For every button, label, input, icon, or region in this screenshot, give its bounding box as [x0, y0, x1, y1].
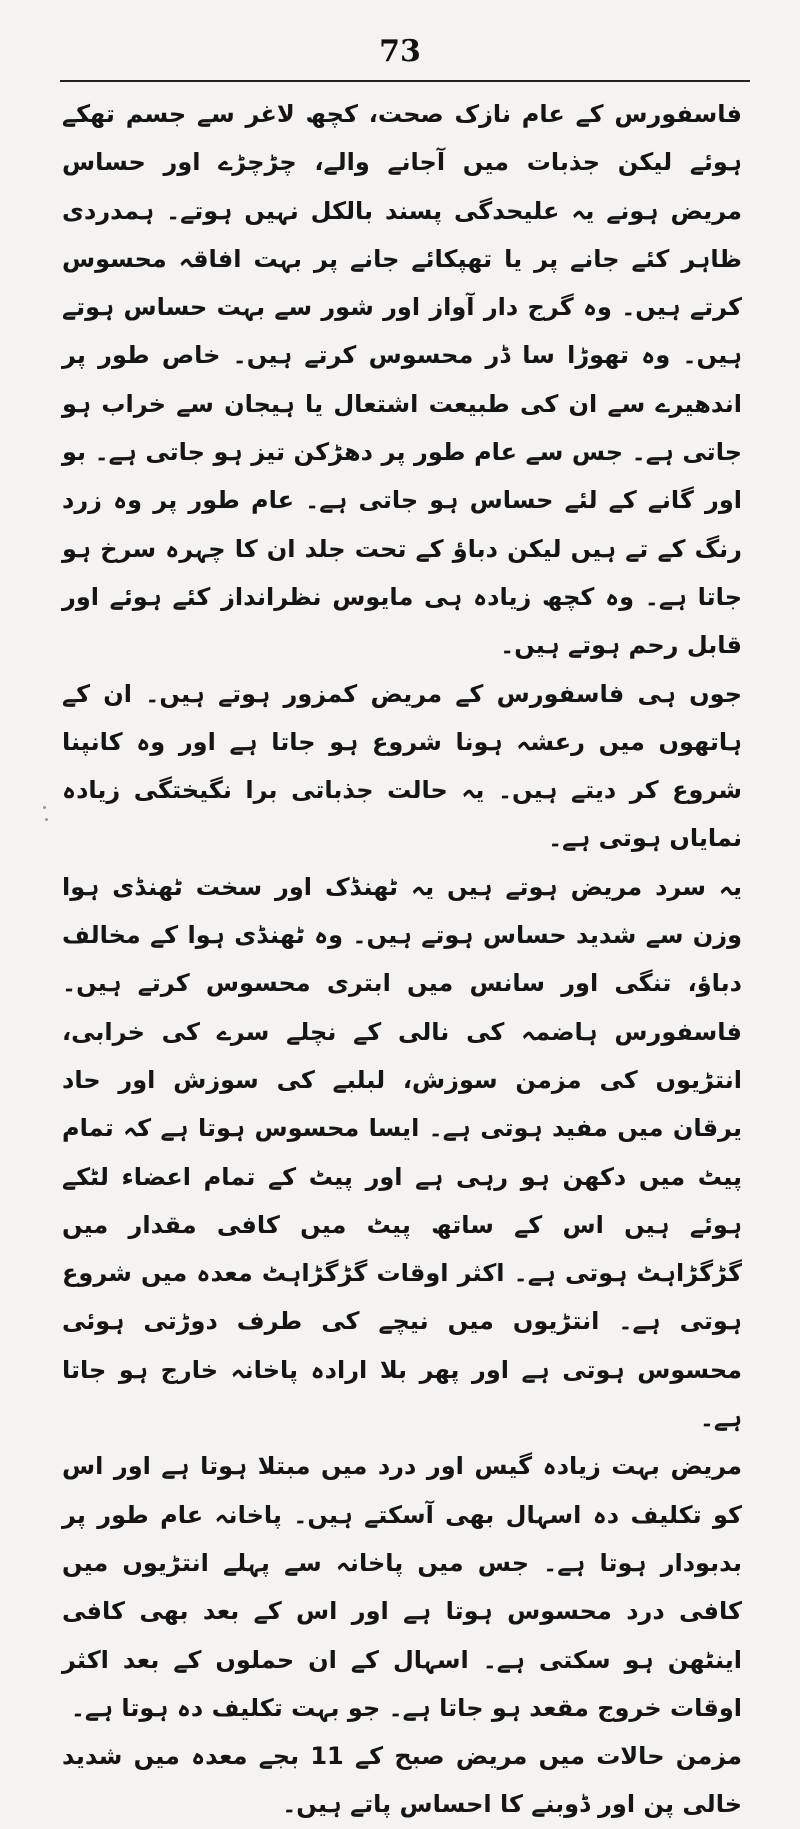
paragraph-chronic-conditions: مزمن حالات میں مریض صبح کے 11 بجے معدہ میں شدید خالی پن اور ڈوبنے کا احساس پاتے ہیں۔: [62, 1742, 742, 1819]
paragraph-weakness-tremor: جوں ہی فاسفورس کے مریض کمزور ہوتے ہیں۔ ان کے ہاتھوں میں رعشہ ہونا شروع ہو جاتا ہے اور وہ کانپنا شروع کر دیتے ہیں۔ یہ حالت جذباتی برا نگیختگی زیادہ نمایاں ہوتی ہے۔: [62, 679, 742, 853]
header-rule: [60, 80, 750, 82]
scan-speck: [43, 806, 46, 809]
paragraph-cold-digestion: یہ سرد مریض ہوتے ہیں یہ ٹھنڈک اور سخت ٹھنڈی ہوا وزن سے شدید حساس ہوتے ہیں۔ وہ ٹھنڈی ہوا کے مخالف دباؤ، تنگی اور سانس میں ابتری محسوس کرتے ہیں۔ فاسفورس ہاضمہ کی نالی کے نچلے سرے کی خرابی، انتڑیوں کی مزمن سوزش، لبلبے کی سوزش اور حاد یرقان میں مفید ہوتی ہے۔ ایسا محسوس ہوتا ہے کہ تمام پیٹ میں دکھن ہو رہی ہے اور پیٹ کے تمام اعضاء لٹکے ہوئے ہیں اس کے ساتھ پیٹ میں کافی مقدار میں گڑگڑاہٹ ہوتی ہے۔ اکثر اوقات گڑگڑاہٹ معدہ میں شروع ہوتی ہے۔ انتڑیوں میں نیچے کی طرف دوڑتی ہوئی محسوس ہوتی ہے اور پھر بلا ارادہ پاخانہ خارج ہو جاتا ہے۔: [62, 872, 743, 1433]
paragraph-general-temperament: فاسفورس کے عام نازک صحت، کچھ لاغر سے جسم تھکے ہوئے لیکن جذبات میں آجانے والے، چڑچڑے اور حساس مریض ہونے یہ علیحدگی پسند بالکل نہیں ہوتے۔ ہمدردی ظاہر کئے جانے پر یا تھپکائے جانے پر بہت افاقہ محسوس کرتے ہیں۔ وہ گرج دار آواز اور شور سے بہت حساس ہوتے ہیں۔ وہ تھوڑا سا ڈر محسوس کرتے ہیں۔ خاص طور پر اندھیرے سے ان کی طبیعت اشتعال یا ہیجان سے خراب ہو جاتی ہے۔ جس سے عام طور پر دھڑکن تیز ہو جاتی ہے۔ بو اور گانے کے لئے حساس ہو جاتی ہے۔ عام طور پر وہ زرد رنگ کے تے ہیں لیکن دباؤ کے تحت جلد ان کا چہرہ سرخ ہو جاتا ہے۔ وہ کچھ زیادہ ہی مایوس نظرانداز کئے ہوئے اور قابل رحم ہوتے ہیں۔: [62, 100, 742, 660]
paragraph-gas-diarrhea: مریض بہت زیادہ گیس اور درد میں مبتلا ہوتا ہے اور اس کو تکلیف دہ اسہال بھی آسکتے ہیں۔ پاخانہ عام طور پر بدبودار ہوتا ہے۔ جس میں پاخانہ سے پہلے انتڑیوں میں کافی درد محسوس ہوتا ہے اور اس کے بعد بھی کافی اینٹھن ہو سکتی ہے۔ اسہال کے ان حملوں کے بعد اکثر اوقات خروج مقعد ہو جاتا ہے۔ جو بہت تکلیف دہ ہوتا ہے۔: [62, 1452, 742, 1722]
page-body: [62, 90, 742, 1829]
page-number: 73: [379, 34, 421, 69]
scan-speck: [45, 818, 48, 821]
